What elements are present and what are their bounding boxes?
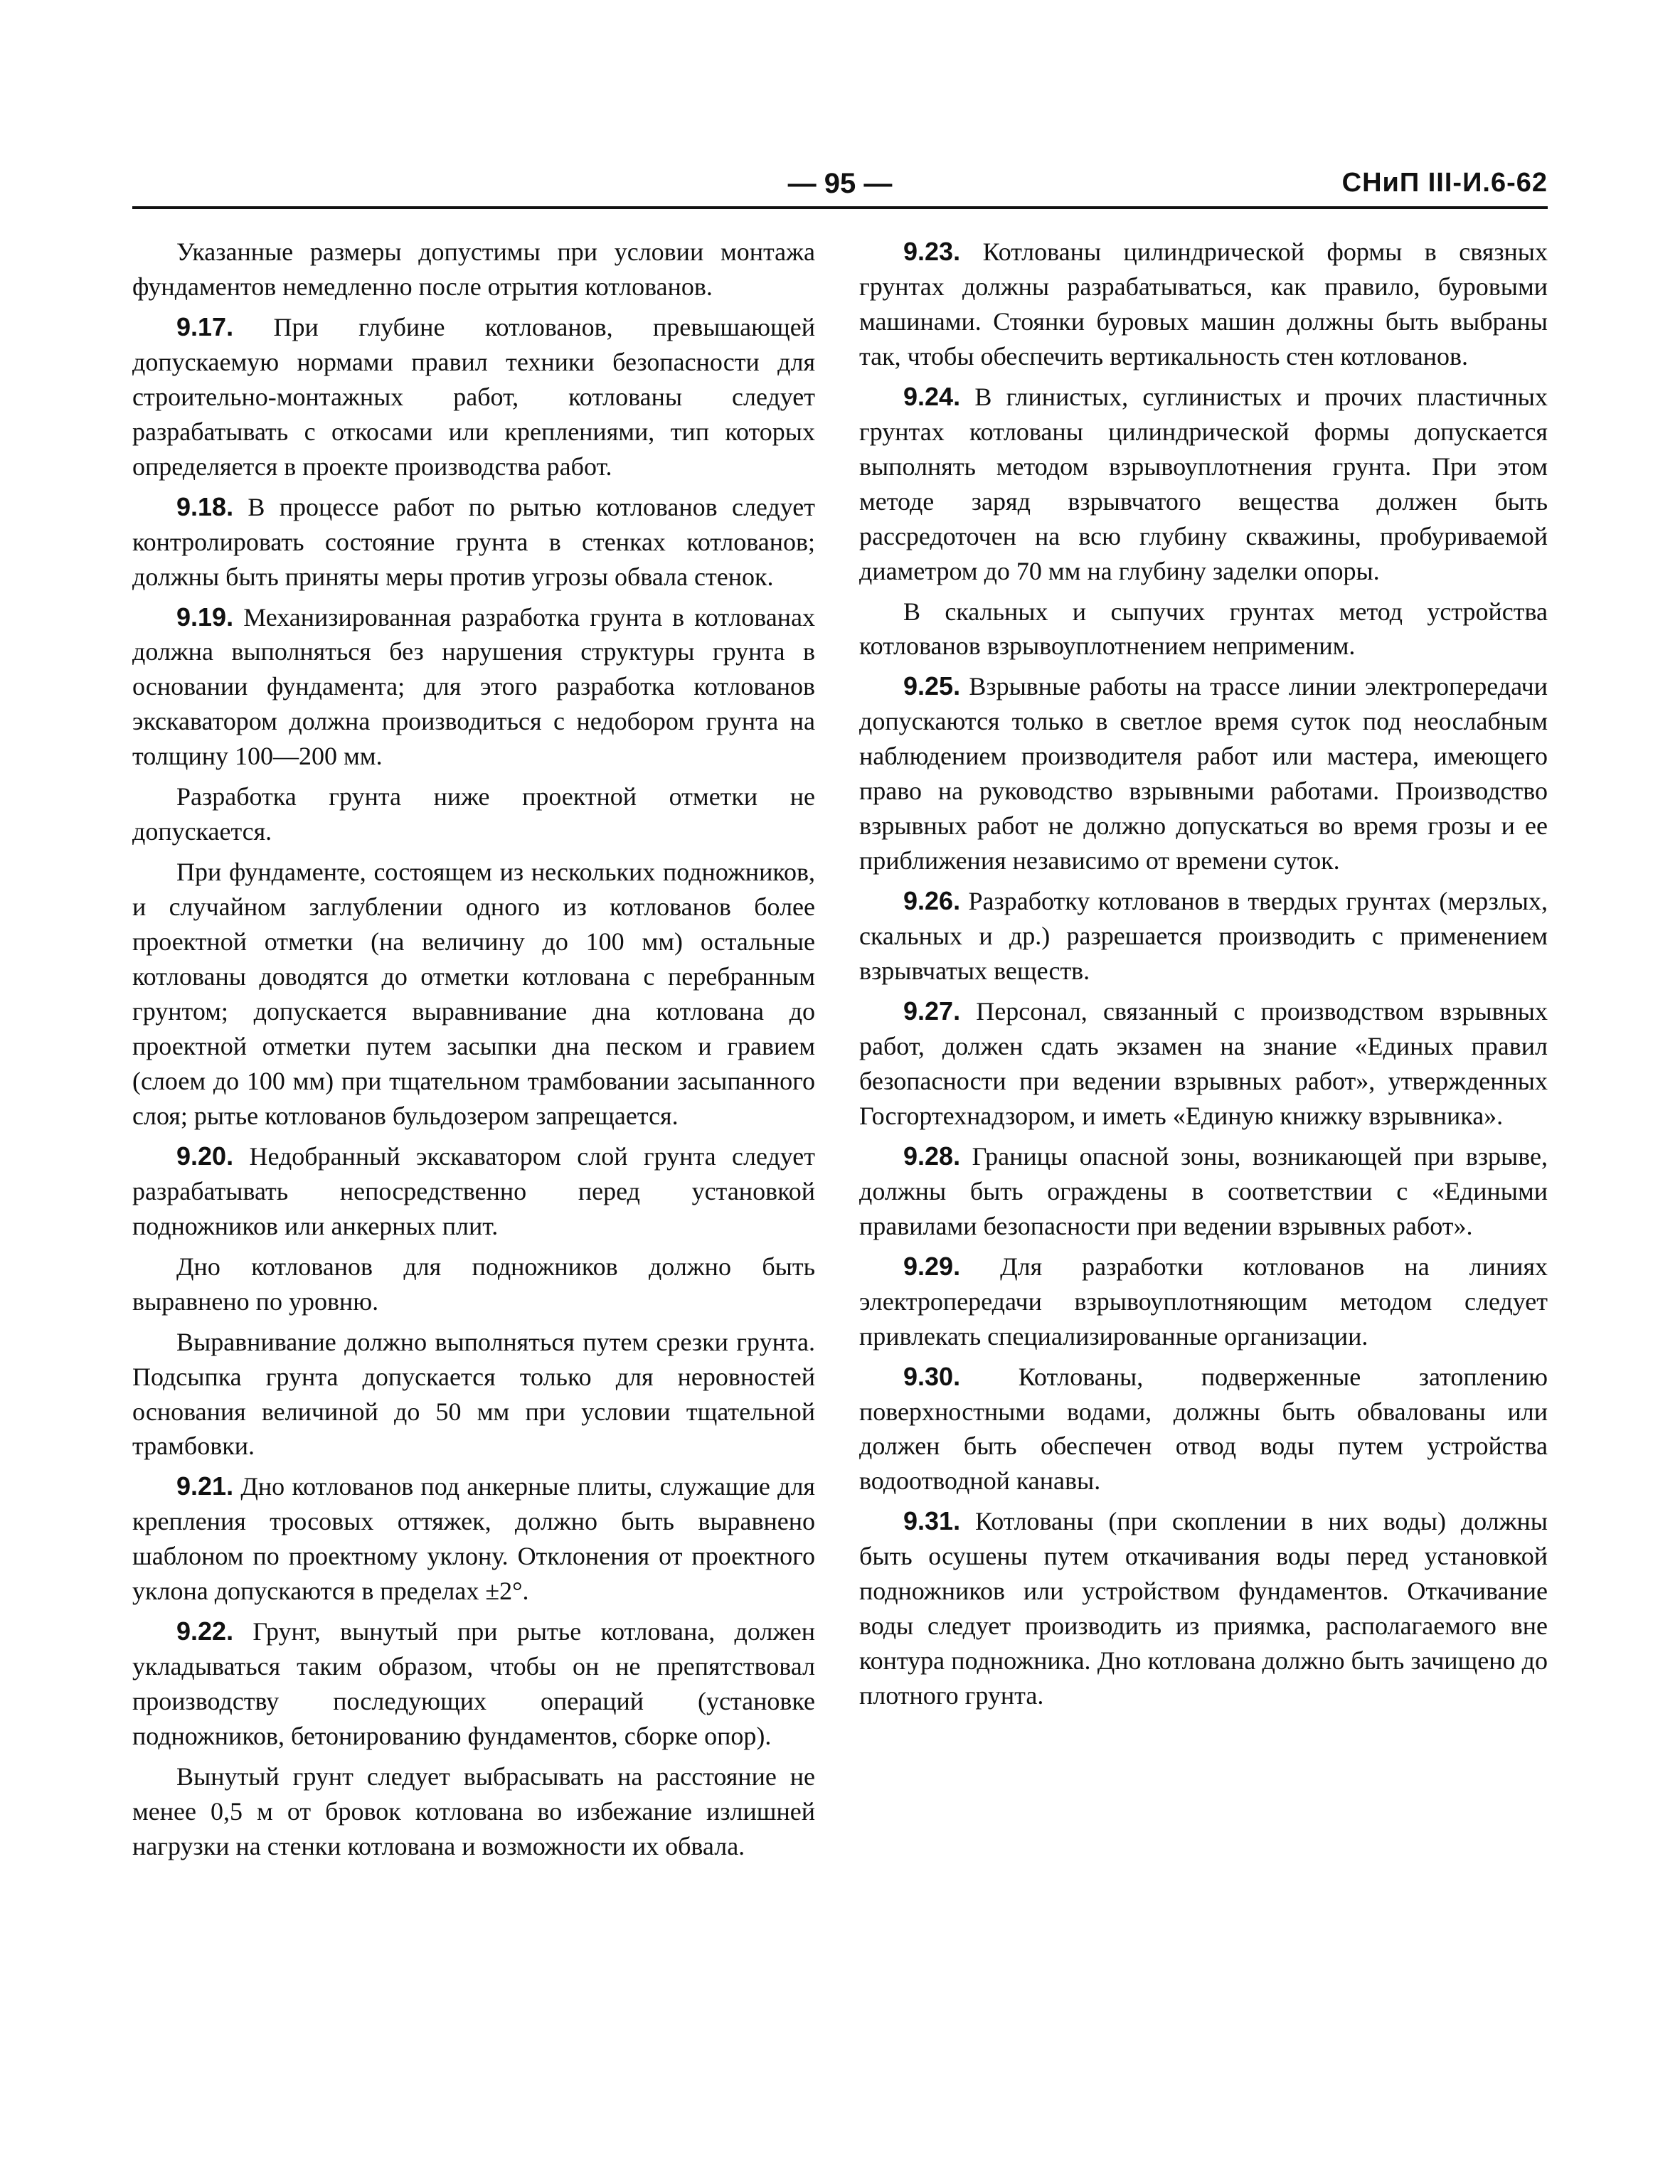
paragraph: [132, 1614, 815, 1754]
paragraph-text: Персонал, связанный с производством взрывных работ, должен сдать экзамен на знание «Единых правил безопасности при ведении взрывных работ», утвержденных Госгортехнадзором, и иметь «Единую книжку взрывника».: [859, 997, 1548, 1130]
clause-number: 9.22.: [176, 1616, 234, 1646]
paragraph: [859, 884, 1548, 989]
clause-number: 9.17.: [176, 311, 234, 341]
header-rule: [132, 206, 1548, 209]
paragraph: [859, 595, 1548, 664]
paragraph: [132, 1139, 815, 1244]
clause-number: 9.26.: [903, 886, 961, 916]
paragraph-text: Недобранный экскаватором слой грунта следует разрабатывать непосредственно перед установкой подножников или анкерных плит.: [132, 1141, 815, 1240]
paragraph-text: В процессе работ по рытью котлованов следует контролировать состояние грунта в стенках котлованов; должны быть приняты меры против угрозы обвала стенок.: [132, 492, 815, 591]
left-column: [132, 235, 815, 1870]
clause-number: 9.23.: [903, 237, 961, 266]
paragraph-text: Вынутый грунт следует выбрасывать на расстояние не менее 0,5 м от бровок котлована во избежание излишней нагрузки на стенки котлована и возможности их обвала.: [132, 1762, 815, 1860]
paragraph-text: При глубине котлованов, превышающей допускаемую нормами правил техники безопасности для строительно-монтажных работ, котлованы следует разрабатывать с откосами или креплениями, тип которых определяется в проекте производства работ.: [132, 312, 815, 481]
paragraph-text: Механизированная разработка грунта в котлованах должна выполняться без нарушения структуры грунта в основании фундамента; для этого разработка котлованов экскаватором должна производиться с недобором грунта на толщину 100—200 мм.: [132, 602, 815, 771]
paragraph: [132, 1250, 815, 1319]
paragraph: [859, 1504, 1548, 1713]
paragraph: [132, 779, 815, 849]
paragraph: [859, 235, 1548, 374]
paragraph: [132, 1325, 815, 1464]
paragraph: [859, 1139, 1548, 1244]
clause-number: 9.21.: [176, 1471, 234, 1501]
right-column: [859, 235, 1548, 1719]
paragraph-text: Взрывные работы на трассе линии электропередачи допускаются только в светлое время суток под неослабным наблюдением производителя работ или мастера, имеющего право на руководство взрывными работами. Производство взрывных работ не должно допускаться во время грозы и ее приближения независимо от времени суток.: [859, 672, 1548, 875]
paragraph: [859, 669, 1548, 878]
paragraph-text: Указанные размеры допустимы при условии монтажа фундаментов немедленно после отрытия котлованов.: [132, 238, 815, 301]
clause-number: 9.31.: [903, 1506, 961, 1536]
page-number: — 95 —: [787, 168, 893, 199]
clause-number: 9.20.: [176, 1141, 234, 1171]
paragraph: [132, 310, 815, 484]
document-code: СНиП III-И.6-62: [1341, 168, 1548, 198]
page-header: [132, 164, 1548, 208]
clause-number: 9.27.: [903, 996, 961, 1026]
clause-number: 9.19.: [176, 602, 234, 632]
clause-number: 9.18.: [176, 491, 234, 521]
paragraph-text: Дно котлованов для подножников должно быть выравнено по уровню.: [132, 1252, 815, 1316]
paragraph-text: Котлованы (при скоплении в них воды) должны быть осушены путем откачивания воды перед установкой подножников или устройством фундаментов. Откачивание воды следует производить из приямка, располагаемого вне контура подножника. Дно котлована должно быть зачищено до плотного грунта.: [859, 1507, 1548, 1710]
paragraph-text: Для разработки котлованов на линиях электропередачи взрывоуплотняющим методом следует привлекать специализированные организации.: [859, 1252, 1548, 1351]
paragraph-text: Котлованы, подверженные затоплению поверхностными водами, должны быть обвалованы или должен быть обеспечен отвод воды путем устройства водоотводной канавы.: [859, 1362, 1548, 1496]
paragraph: [132, 235, 815, 304]
paragraph: [132, 855, 815, 1134]
paragraph-text: Выравнивание должно выполняться путем срезки грунта. Подсыпка грунта допускается только для неровностей основания величиной до 50 мм при условии тщательной трамбовки.: [132, 1327, 815, 1461]
clause-number: 9.25.: [903, 671, 961, 701]
paragraph-text: Котлованы цилиндрической формы в связных грунтах должны разрабатываться, как правило, буровыми машинами. Стоянки буровых машин должны быть выбраны так, чтобы обеспечить вертикальность стен котлованов.: [859, 238, 1548, 371]
paragraph-text: При фундаменте, состоящем из нескольких подножников, и случайном заглублении одного из котлованов более проектной отметки (на величину до 100 мм) остальные котлованы доводятся до отметки котлована с перебранным грунтом; допускается выравнивание дна котлована до проектной отметки путем засыпки дна песком и гравием (слоем до 100 мм) при тщательном трамбовании засыпанного слоя; рытье котлованов бульдозером запрещается.: [132, 858, 815, 1130]
clause-number: 9.28.: [903, 1141, 961, 1171]
paragraph: [132, 1759, 815, 1864]
paragraph-text: В скальных и сыпучих грунтах метод устройства котлованов взрывоуплотнением неприменим.: [859, 597, 1548, 661]
paragraph: [859, 380, 1548, 589]
paragraph-text: Разработку котлованов в твердых грунтах (мерзлых, скальных и др.) разрешается производить с применением взрывчатых веществ.: [859, 887, 1548, 986]
paragraph: [859, 1250, 1548, 1354]
paragraph: [859, 994, 1548, 1134]
clause-number: 9.24.: [903, 381, 961, 411]
clause-number: 9.30.: [903, 1361, 961, 1391]
paragraph: [859, 1360, 1548, 1499]
paragraph-text: Границы опасной зоны, возникающей при взрыве, должны быть ограждены в соответствии с «Едиными правилами безопасности при ведении взрывных работ».: [859, 1141, 1548, 1240]
paragraph: [132, 600, 815, 774]
paragraph-text: В глинистых, суглинистых и прочих пластичных грунтах котлованы цилиндрической формы допускается выполнять методом взрывоуплотнения грунта. При этом методе заряд взрывчатого вещества должен быть рассредоточен на всю глубину скважины, пробуриваемой диаметром до 70 мм на глубину заделки опоры.: [859, 382, 1548, 585]
paragraph-text: Дно котлованов под анкерные плиты, служащие для крепления тросовых оттяжек, должно быть выравнено шаблоном по проектному уклону. Отклонения от проектного уклона допускаются в пределах ±2°.: [132, 1472, 815, 1606]
paragraph-text: Грунт, вынутый при рытье котлована, должен укладываться таким образом, чтобы он не препятствовал производству последующих операций (установке подножников, бетонированию фундаментов, сборке опор).: [132, 1617, 815, 1751]
paragraph: [132, 490, 815, 595]
clause-number: 9.29.: [903, 1251, 961, 1281]
paragraph: [132, 1469, 815, 1609]
paragraph-text: Разработка грунта ниже проектной отметки не допускается.: [132, 782, 815, 846]
